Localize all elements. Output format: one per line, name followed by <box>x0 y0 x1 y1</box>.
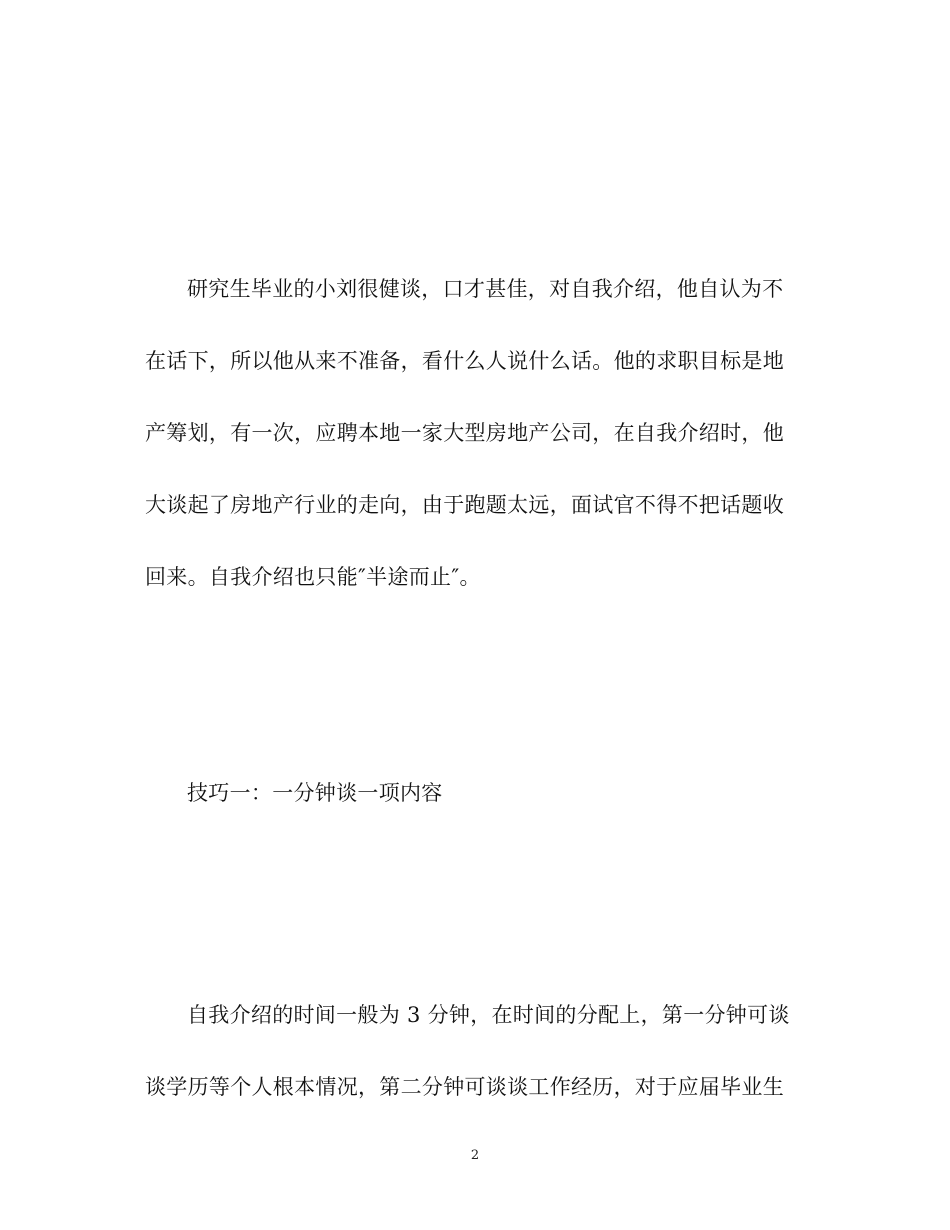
paragraph-1-line-1: 研究生毕业的小刘很健谈，口才甚佳，对自我介绍，他自认为不 <box>187 277 784 301</box>
paragraph-2-line-2: 谈学历等个人根本情况，第二分钟可谈谈工作经历，对于应届毕业生 <box>145 1075 784 1099</box>
section-heading: 技巧一：一分钟谈一项内容 <box>187 781 443 805</box>
paragraph-1-line-3: 产筹划，有一次，应聘本地一家大型房地产公司，在自我介绍时，他 <box>145 421 784 445</box>
paragraph-1-line-4: 大谈起了房地产行业的走向，由于跑题太远，面试官不得不把话题收 <box>145 493 784 517</box>
page-number: 2 <box>470 1148 480 1163</box>
paragraph-1-line-5: 回来。自我介绍也只能″半途而止″。 <box>145 565 481 589</box>
paragraph-2-line-1: 自我介绍的时间一般为 3 分钟，在时间的分配上，第一分钟可谈 <box>187 1003 790 1027</box>
paragraph-1-line-2: 在话下，所以他从来不准备，看什么人说什么话。他的求职目标是地 <box>145 349 784 373</box>
